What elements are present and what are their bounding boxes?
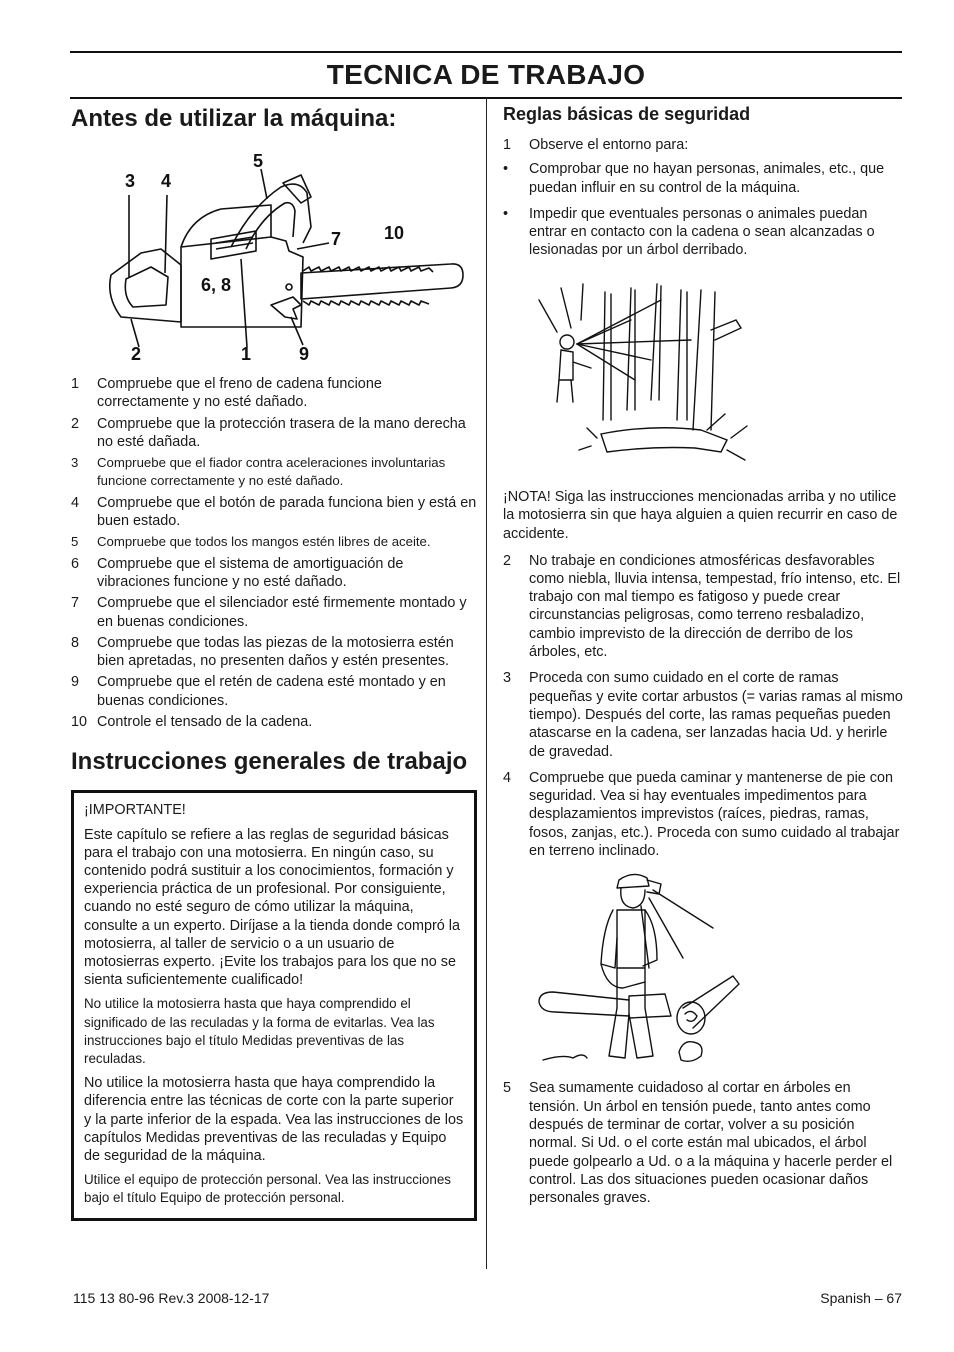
list-item: 1 Compruebe que el freno de cadena funcione correctamente y no esté dañado. [71,376,382,411]
list-item: 5 Sea sumamente cuidadoso al cortar en árboles en tensión. Un árbol en tensión puede, tanto antes como después de terminar de cortar, volver a su posición normal. Si Ud. o el corte están mal ubicados, el árbol puede golpearlo a Ud. o a la máquina y hacerle perder el control. Las dos situaciones pueden ocasionar daños personales graves. [503,1080,893,1207]
list-item: 6 Compruebe que el sistema de amortiguación de vibraciones funcione y no esté dañado. [71,555,404,590]
list-item: 5 Compruebe que todos los mangos estén libres de aceite. [71,534,431,550]
pre-use-checklist [71,375,477,731]
safety-list-continued [503,1079,903,1207]
list-item: 9 Compruebe que el retén de cadena esté montado y en buenas condiciones. [71,674,446,709]
list-item: 10 Controle el tensado de la cadena. [71,714,313,731]
operator-cutting-log-illustration [533,868,753,1073]
list-item: 1 Observe el entorno para: [503,137,689,153]
safety-list-intro [503,136,903,154]
callout-2: 2 [131,344,142,364]
callout-4: 4 [161,171,172,191]
list-item: 8 Compruebe que todas las piezas de la motosierra estén bien apretadas, no presenten daños y estén presentes. [71,634,454,670]
safety-list [503,552,903,861]
callout-1: 1 [241,344,252,364]
chainsaw-diagram [71,147,477,367]
list-item: 2 No trabaje en condiciones atmosféricas desfavorables como niebla, lluvia intensa, tempestad, frío intenso, etc. El trabajo con mal tiempo es fatigoso y puede crear circunstancias peligrosas, como terreno resbaladizo, cambio imprevisto de la dirección de derribo de los árboles, etc. [503,552,901,661]
important-paragraph: No utilice la motosierra hasta que haya comprendido la diferencia entre las técnicas de corte con la parte superior y la parte inferior de la espada. Vea las instrucciones de los capítulos Medidas preventivas de las reculadas y Equipo de seguridad de la máquina. [84,1075,464,1164]
right-column [503,100,903,1210]
column-divider [486,97,487,1269]
page-title: TECNICA DE TRABAJO [326,59,646,90]
section-heading-general-instructions: Instrucciones generales de trabajo [71,748,468,776]
section-heading-safety-rules: Reglas básicas de seguridad [503,104,751,124]
list-item: 2 Compruebe que la protección trasera de la mano derecha no esté dañada. [71,415,466,450]
bullet-item: • Impedir que eventuales personas o animales puedan entrar en contacto con la cadena o sean alcanzadas o lesionadas por un árbol derribado. [503,205,875,259]
list-item: 4 Compruebe que pueda caminar y mantenerse de pie con seguridad. Vea si hay eventuales impedimentos para desplazamientos imprevistos (raíces, piedras, ramas, fosos, zanjas, etc.). Proceda con sumo cuidado al trabajar en terreno inclinado. [503,769,900,860]
bullet-list [503,160,903,259]
page-header [70,51,902,99]
note-paragraph: ¡NOTA! Siga las instrucciones mencionadas arriba y no utilice la motosierra sin que haya alguien a quien recurrir en caso de accidente. [503,488,898,542]
callout-5: 5 [253,151,264,171]
callout-6-8: 6, 8 [201,275,232,295]
bullet-item: • Comprobar que no hayan personas, animales, etc., que puedan influir en su control de la máquina. [503,161,885,196]
list-item: 4 Compruebe que el botón de parada funciona bien y está en buen estado. [71,494,477,530]
list-item: 7 Compruebe que el silenciador esté firmemente montado y en buenas condiciones. [71,595,467,630]
important-paragraph: Utilice el equipo de protección personal. Vea las instrucciones bajo el título Equipo de protección personal. [84,1172,451,1206]
important-label: ¡IMPORTANTE! [84,802,186,819]
important-paragraph: No utilice la motosierra hasta que haya comprendido el significado de las reculadas y la forma de evitarlas. Vea las instrucciones bajo el título Medidas preventivas de las reculadas. [84,996,435,1066]
important-notice-box [71,790,477,1220]
callout-3: 3 [125,171,136,191]
left-column [71,100,477,1221]
list-item: 3 Proceda con sumo cuidado en el corte de ramas pequeñas y evite cortar arbustos (= varias ramas al mismo tiempo). Después del corte, las ramas pequeñas pueden atascarse en la cadena, ser lanzadas hacia Ud. y herirle de gravedad. [503,670,903,760]
forest-observation-illustration [531,280,751,470]
list-item: 3 Compruebe que el fiador contra aceleraciones involuntarias funcione correctamente y no esté dañado. [71,455,446,489]
callout-9: 9 [299,344,310,364]
callout-7: 7 [331,229,342,249]
important-paragraph: Este capítulo se refiere a las reglas de seguridad básicas para el trabajo con una motosierra. En ningún caso, su contenido podrá sustituir a los conocimientos, formación y experiencia práctica de un profesional. Por consiguiente, cuando no esté seguro de cómo utilizar la máquina, consulte a un experto. Diríjase a la tienda donde compró la motosierra, al taller de servicio o a un usuario de motosierras experto. ¡Evite los trabajos para los que no se sienta suficientemente cualificado! [84,826,460,989]
page-number: Spanish – 67 [820,1290,902,1306]
document-reference: 115 13 80-96 Rev.3 2008-12-17 [73,1290,270,1306]
section-heading-before-use: Antes de utilizar la máquina: [71,105,397,132]
callout-10: 10 [384,223,405,243]
